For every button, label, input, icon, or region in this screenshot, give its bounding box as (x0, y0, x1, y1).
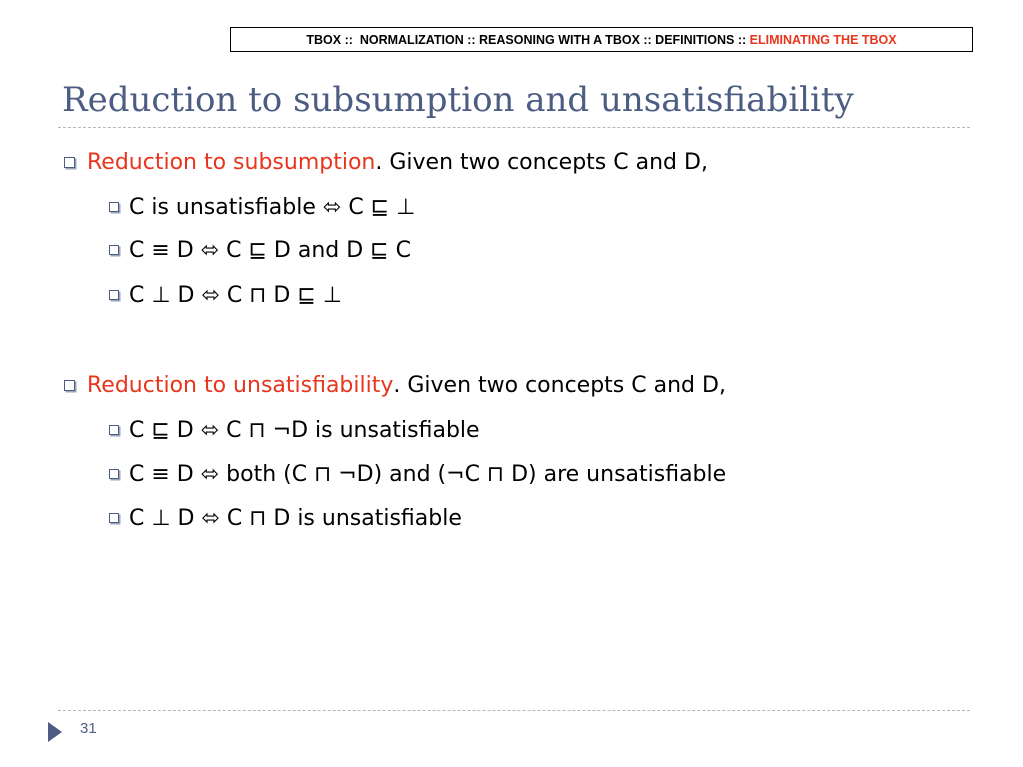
square-bullet-icon (109, 245, 119, 255)
breadcrumb (230, 27, 973, 52)
square-bullet-icon (109, 425, 119, 435)
footer-divider (58, 710, 970, 711)
square-bullet-icon (64, 157, 75, 168)
list-item (109, 413, 480, 447)
list-item-text: C ≡ D ⬄ both (C ⊓ ¬D) and (¬C ⊓ D) are unsatisfiable (129, 461, 727, 487)
section-heading-label: Reduction to unsatisfiability (87, 372, 394, 398)
list-item (109, 501, 462, 535)
section-heading-text: . Given two concepts C and D, (375, 149, 708, 175)
list-item (109, 457, 726, 491)
title-divider (58, 127, 970, 128)
slide-title: Reduction to subsumption and unsatisfiability (62, 80, 854, 120)
list-item (109, 278, 342, 312)
list-item-text: C ⊑ D ⬄ C ⊓ ¬D is unsatisfiable (129, 417, 480, 443)
square-bullet-icon (109, 202, 119, 212)
square-bullet-icon (109, 513, 119, 523)
page-number: 31 (80, 720, 97, 737)
section-heading-text: . Given two concepts C and D, (393, 372, 726, 398)
list-item-text: C ⊥ D ⬄ C ⊓ D is unsatisfiable (129, 505, 462, 531)
list-item-text: C ≡ D ⬄ C ⊑ D and D ⊑ C (129, 237, 411, 263)
section-heading-unsatisfiability (64, 368, 726, 402)
square-bullet-icon (109, 469, 119, 479)
list-item-text: C ⊥ D ⬄ C ⊓ D ⊑ ⊥ (129, 282, 342, 308)
breadcrumb-path: TBOX :: NORMALIZATION :: REASONING WITH A TBOX :: DEFINITIONS :: (306, 32, 750, 47)
triangle-right-icon (48, 722, 62, 742)
breadcrumb-active-item: ELIMINATING THE TBOX (749, 32, 897, 47)
square-bullet-icon (109, 290, 119, 300)
square-bullet-icon (64, 380, 75, 391)
section-heading-label: Reduction to subsumption (87, 149, 376, 175)
list-item (109, 233, 411, 267)
list-item (109, 190, 415, 224)
section-heading-subsumption (64, 145, 708, 179)
list-item-text: C is unsatisfiable ⬄ C ⊑ ⊥ (129, 194, 416, 220)
